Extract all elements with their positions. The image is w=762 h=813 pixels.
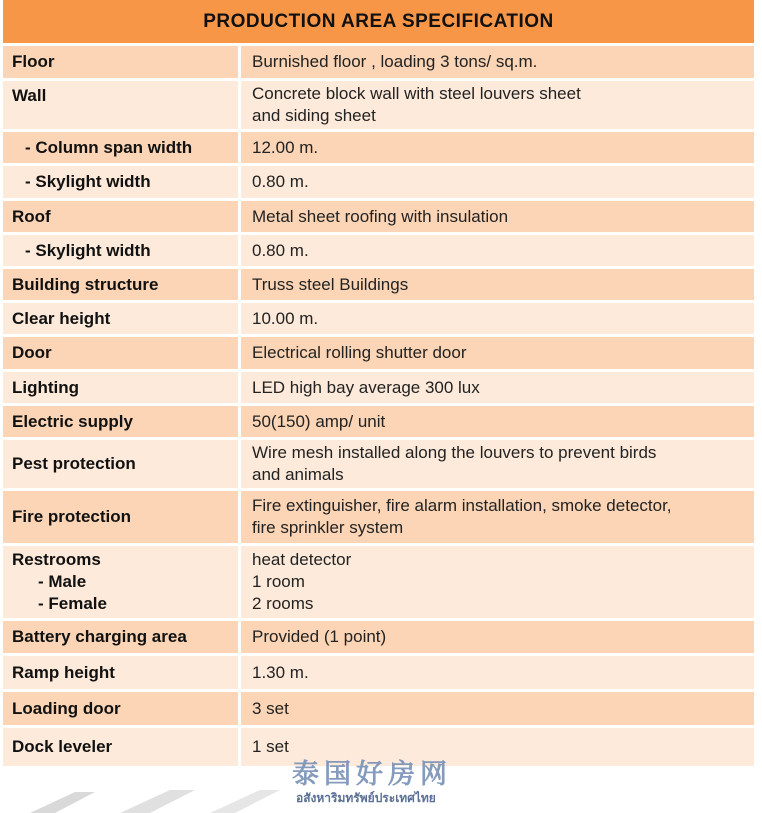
row-value xyxy=(241,546,754,618)
row-label: Dock leveler xyxy=(3,728,238,766)
row-label: Lighting xyxy=(3,372,238,403)
row-label: Door xyxy=(3,337,238,369)
row-label: Roof xyxy=(3,201,238,232)
value-line: 1.30 m. xyxy=(252,662,309,682)
table-row xyxy=(3,372,754,403)
row-value xyxy=(241,621,754,653)
row-label: Electric supply xyxy=(3,406,238,437)
value-line: 50(150) amp/ unit xyxy=(252,411,386,431)
value-line: Provided (1 point) xyxy=(252,627,387,646)
row-value xyxy=(241,132,754,163)
row-value xyxy=(241,692,754,725)
row-value xyxy=(241,440,754,488)
value-line: Burnished floor , loading 3 tons/ sq.m. xyxy=(252,52,538,71)
table-row xyxy=(3,440,754,488)
row-value xyxy=(241,46,754,78)
value-line: and siding sheet xyxy=(252,106,376,125)
table-row xyxy=(3,235,754,266)
row-value xyxy=(241,491,754,543)
row-label: Building structure xyxy=(3,269,238,300)
table-row xyxy=(3,132,754,163)
value-line: 0.80 m. xyxy=(252,172,309,191)
male-label: - Male xyxy=(38,572,87,591)
row-label: Ramp height xyxy=(3,656,238,689)
table-row xyxy=(3,46,754,78)
value-line: 1 room xyxy=(252,572,305,591)
value-line: Wire mesh installed along the louvers to prevent birds xyxy=(252,443,657,462)
row-value xyxy=(241,201,754,232)
row-label: Clear height xyxy=(3,303,238,334)
row-label: Wall xyxy=(3,81,238,129)
row-value xyxy=(241,372,754,403)
table-row xyxy=(3,491,754,543)
table-row xyxy=(3,546,754,618)
table-row xyxy=(3,406,754,437)
row-label: - Column span width xyxy=(3,132,238,163)
value-line: 12.00 m. xyxy=(252,137,319,157)
value-line: Concrete block wall with steel louvers sheet xyxy=(252,84,581,103)
spec-table xyxy=(3,46,754,769)
table-row xyxy=(3,201,754,232)
row-value xyxy=(241,166,754,198)
value-line: Electrical rolling shutter door xyxy=(252,343,467,362)
value-line: Fire extinguisher, fire alarm installation, smoke detector, xyxy=(252,496,672,515)
value-line: Metal sheet roofing with insulation xyxy=(252,206,509,226)
table-row xyxy=(3,166,754,198)
page-title: PRODUCTION AREA SPECIFICATION xyxy=(3,0,754,43)
value-line: 0.80 m. xyxy=(252,240,309,260)
row-value xyxy=(241,656,754,689)
table-row xyxy=(3,269,754,300)
value-line: and animals xyxy=(252,465,344,484)
table-row xyxy=(3,303,754,334)
row-value xyxy=(241,303,754,334)
value-line: 10.00 m. xyxy=(252,308,319,328)
row-value xyxy=(241,235,754,266)
row-label: Pest protection xyxy=(3,440,238,488)
watermark-chinese: 泰国好房网 xyxy=(292,759,452,790)
row-value xyxy=(241,81,754,129)
row-label: Floor xyxy=(3,46,238,78)
row-label: Loading door xyxy=(3,692,238,725)
value-line: Truss steel Buildings xyxy=(252,274,409,294)
table-row xyxy=(3,621,754,653)
value-line: 2 rooms xyxy=(252,594,314,613)
value-line: 1 set xyxy=(252,737,289,756)
value-line: fire sprinkler system xyxy=(252,518,404,537)
row-value xyxy=(241,406,754,437)
table-row xyxy=(3,81,754,129)
restrooms-label: Restrooms xyxy=(12,550,101,569)
row-value xyxy=(241,269,754,300)
row-label xyxy=(3,546,238,618)
row-label: Battery charging area xyxy=(3,621,238,653)
value-line: LED high bay average 300 lux xyxy=(252,377,480,397)
row-label: - Skylight width xyxy=(3,235,238,266)
row-label: - Skylight width xyxy=(3,166,238,198)
table-row xyxy=(3,692,754,725)
value-line: heat detector xyxy=(252,550,352,569)
value-line: 3 set xyxy=(252,698,289,718)
watermark-thai: อสังหาริมทรัพย์ประเทศไทย xyxy=(296,791,436,805)
table-row xyxy=(3,656,754,689)
row-value xyxy=(241,337,754,369)
row-label: Fire protection xyxy=(3,491,238,543)
table-row xyxy=(3,337,754,369)
female-label: - Female xyxy=(38,594,107,613)
